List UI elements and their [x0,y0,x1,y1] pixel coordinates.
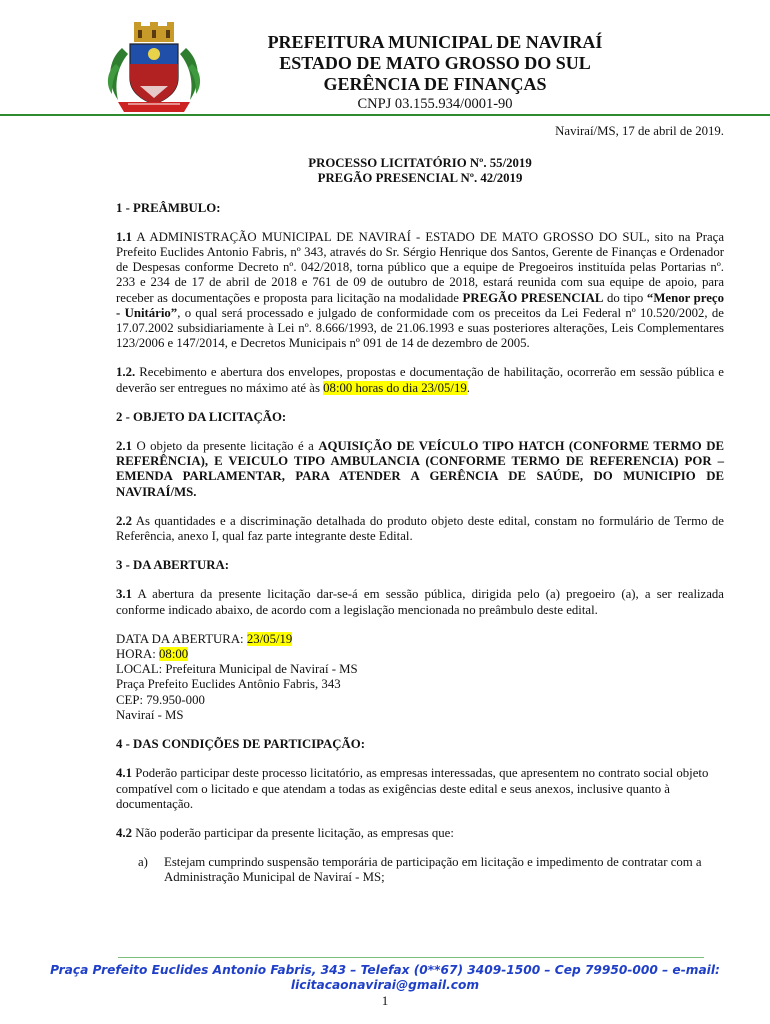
section-1-title: 1 - PREÂMBULO: [116,200,221,215]
opening-cep: CEP: 79.950-000 [116,692,205,707]
paragraph-text: Não poderão participar da presente licitação, as empresas que: [132,825,454,840]
section-4-title: 4 - DAS CONDIÇÕES DE PARTICIPAÇÃO: [116,737,365,752]
opening-date [116,632,724,647]
opening-location: LOCAL: Prefeitura Municipal de Naviraí - MS [116,662,358,677]
opening-time-value: 08:00 [159,647,189,662]
paragraph-number: 3.1 [116,587,132,602]
paragraph-text: , o qual será processado e julgado de conformidade com os preceitos da Lei Federal nº 10.520/2002, de 17.07.2002 subsidiariamente à Lei nº. 8.666/1993, de 21.06.1993 e suas posteriores alterações, Leis Complementares 123/2006 e 147/2014, e Decretos Municipais nº 091 de 14 de dezembro de 2005. [116,305,724,351]
paragraph-2-1 [116,439,724,500]
letterhead [0,18,770,116]
paragraph-text: . [466,380,470,395]
header-department: GERÊNCIA DE FINANÇAS [323,74,547,94]
paragraph-text: As quantidades e a discriminação detalhada do produto objeto deste edital, constam no formulário de Termo de Referência, anexo I, qual faz parte integrante deste Edital. [116,513,724,544]
highlighted-deadline: 08:00 horas do dia 23/05/19 [323,380,467,395]
paragraph-number: 1.1 [116,229,132,244]
paragraph-4-2 [116,826,724,841]
footer-divider [118,957,704,958]
paragraph-text: do tipo [603,290,647,305]
paragraph-3-1 [116,587,724,617]
header-state: ESTADO DE MATO GROSSO DO SUL [279,53,591,73]
bold-text: “Menor preço - Unitário” [116,290,724,320]
opening-date-label: DATA DA ABERTURA: [116,631,247,646]
paragraph-number: 2.2 [116,513,132,528]
header-municipality: PREFEITURA MUNICIPAL DE NAVIRAÍ [267,32,603,52]
section-3-title: 3 - DA ABERTURA: [116,558,229,573]
page-number: 1 [381,993,389,1008]
paragraph-number: 4.1 [116,766,132,781]
document-body [116,124,724,886]
process-number: PROCESSO LICITATÓRIO Nº. 55/2019 [308,156,532,171]
paragraph-2-2 [116,514,724,544]
paragraph-1-2 [116,365,724,395]
municipal-coat-of-arms-icon [100,20,208,114]
paragraph-text: A ADMINISTRAÇÃO MUNICIPAL DE NAVIRAÍ - ESTADO DE MATO GROSSO DO SUL, sito na Praça Prefeito Euclides Antonio Fabris, nº 343, através do Sr. Sérgio Henrique dos Santos, Gerente de Finanças e Ordenador de Despesas conforme Decreto nº. 042/2018, torna público que a equipe de Pregoeiros instituída pelas Portarias nº. 233 e 234 de 17 de abril de 2018 e 761 de 09 de outubro de 2018, estará reunida com sua equipe de apoio, para receber as documentações e proposta para licitação na modalidade [116,229,724,305]
date-line: Naviraí/MS, 17 de abril de 2019. [555,124,724,138]
footer-line-1: Praça Prefeito Euclides Antonio Fabris, 343 – Telefax (0**67) 3409-1500 – Cep 79950-000 – e-mail: [50,963,720,977]
header-divider [0,114,770,116]
paragraph-1-1 [116,230,724,352]
paragraph-text: Poderão participar deste processo licitatório, as empresas interessadas, que apresentem no contrato social objeto compatível com o licitado e que atendam a todas as exigências deste edital e seus anexos, inclusive quanto à documentação. [116,766,709,811]
letterhead-titles [230,32,640,113]
section-2-title: 2 - OBJETO DA LICITAÇÃO: [116,409,287,424]
footer-email: licitacaonavirai@gmail.com [290,978,480,992]
bold-text: AQUISIÇÃO DE VEÍCULO TIPO HATCH (CONFORME TERMO DE REFERÊNCIA), E VEICULO TIPO AMBULANCIA (CONFORME TERMO DE REFERENCIA) POR – EMENDA PARLAMENTAR, PARA ATENDER A GERÊNCIA DE SAÚDE, DO MUNICIPIO DE NAVIRAÍ/MS. [116,439,724,499]
opening-date-value: 23/05/19 [246,631,293,646]
paragraph-number: 4.2 [116,825,132,840]
opening-time [116,647,724,662]
pregao-number: PREGÃO PRESENCIAL Nº. 42/2019 [317,171,523,186]
bold-text: PREGÃO PRESENCIAL [462,290,604,305]
opening-time-label: HORA: [116,647,160,662]
paragraph-4-1 [116,766,724,812]
opening-city: Naviraí - MS [116,707,184,722]
paragraph-number: 2.1 [116,439,132,454]
list-item [138,855,724,885]
paragraph-text: O objeto da presente licitação é a [132,439,319,454]
opening-address: Praça Prefeito Euclides Antônio Fabris, 343 [116,677,341,692]
list-item-text: Estejam cumprindo suspensão temporária de participação em licitação e impedimento de contratar com a Administração Municipal de Naviraí - MS; [164,855,702,885]
paragraph-number: 1.2. [116,365,136,380]
paragraph-text: A abertura da presente licitação dar-se-á em sessão pública, dirigida pelo (a) pregoeiro (a), a ser realizada conforme indicado abaixo, de acordo com a legislação mencionada no preâmbulo deste edital. [116,587,724,617]
paragraph-text: Recebimento e abertura dos envelopes, propostas e documentação de habilitação, ocorrerão em sessão pública e deverão ser entregues no máximo até às [116,365,724,395]
header-cnpj: CNPJ 03.155.934/0001-90 [357,96,513,112]
list-marker: a) [138,855,148,870]
footer-address [0,963,770,993]
